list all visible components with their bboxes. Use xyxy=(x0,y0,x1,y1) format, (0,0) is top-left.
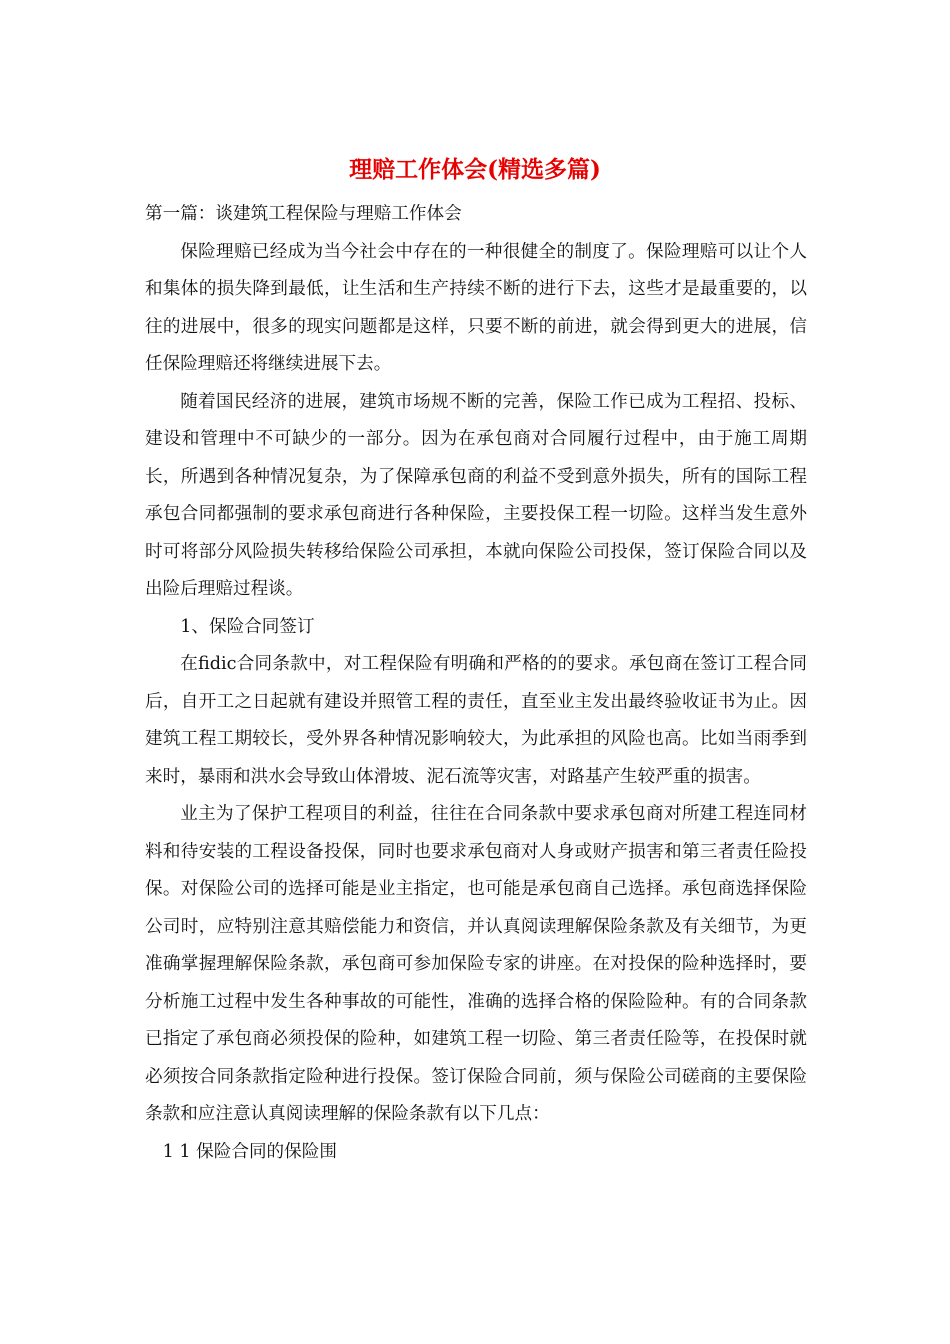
paragraph: 业主为了保护工程项目的利益，往往在合同条款中要求承包商对所建工程连同材料和待安装的工程设备投保，同时也要求承包商对人身或财产损害和第三者责任险投保。对保险公司的选择可能是业主指定，也可能是承包商自己选择。承包商选择保险公司时，应特别注意其赔偿能力和资信，并认真阅读理解保险条款及有关细节，为更准确掌握理解保险条款，承包商可参加保险专家的讲座。在对投保的险种选择时，要分析施工过程中发生各种事故的可能性，准确的选择合格的保险险种。有的合同条款已指定了承包商必须投保的险种，如建筑工程一切险、第三者责任险等，在投保时就必须按合同条款指定险种进行投保。签订保险合同前，须与保险公司磋商的主要保险条款和应注意认真阅读理解的保险条款有以下几点： xyxy=(145,804,807,1124)
section-heading: 第一篇：谈建筑工程保险与理赔工作体会 xyxy=(145,204,462,224)
subsection-heading: 1、保险合同签订 xyxy=(180,616,315,637)
document-title: 理赔工作体会(精选多篇) xyxy=(349,156,601,183)
paragraph: 随着国民经济的进展，建筑市场规不断的完善，保险工作已成为工程招、投标、建设和管理中不可缺少的一部分。因为在承包商对合同履行过程中，由于施工周期长，所遇到各种情况复杂，为了保障承包商的利益不受到意外损失，所有的国际工程承包合同都强制的要求承包商进行各种保险，主要投保工程一切险。这样当发生意外时可将部分风险损失转移给保险公司承担，本就向保险公司投保，签订保险合同以及出险后理赔过程谈。 xyxy=(145,391,807,599)
subsection-heading: 1 1 保险合同的保险围 xyxy=(162,1141,337,1162)
document-body xyxy=(145,196,807,1171)
paragraph: 在fidic合同条款中，对工程保险有明确和严格的的要求。承包商在签订工程合同后，自开工之日起就有建设并照管工程的责任，直至业主发出最终验收证书为止。因建筑工程工期较长，受外界各种情况影响较大，为此承担的风险也高。比如当雨季到来时，暴雨和洪水会导致山体滑坡、泥石流等灾害，对路基产生较严重的损害。 xyxy=(145,654,807,787)
paragraph: 保险理赔已经成为当今社会中存在的一种很健全的制度了。保险理赔可以让个人和集体的损失降到最低，让生活和生产持续不断的进行下去，这些才是最重要的，以往的进展中，很多的现实问题都是这样，只要不断的前进，就会得到更大的进展，信任保险理赔还将继续进展下去。 xyxy=(145,241,807,374)
